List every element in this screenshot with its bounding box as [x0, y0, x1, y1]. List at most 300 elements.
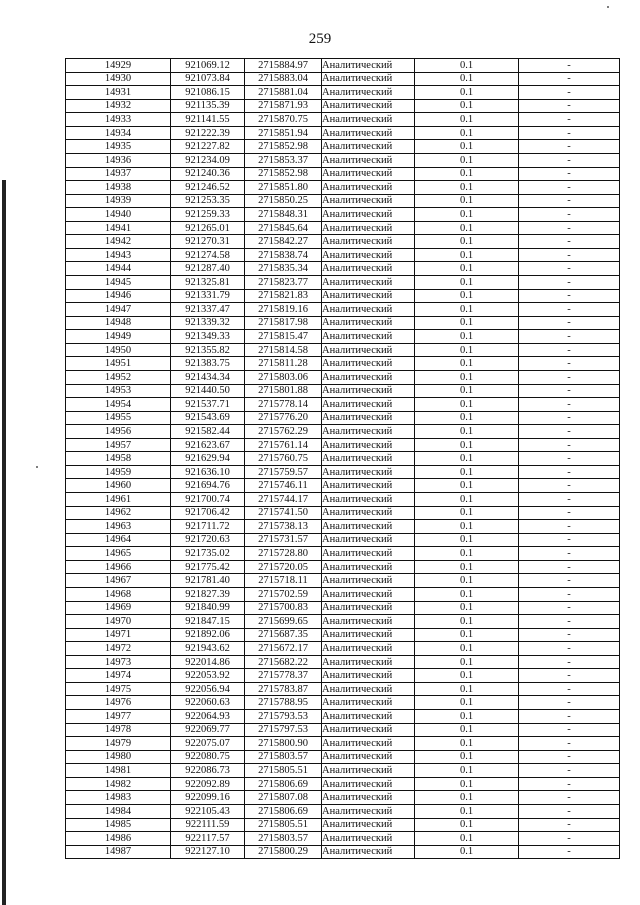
x-coordinate-cell: 921337.47 — [171, 303, 245, 317]
accuracy-cell: 0.1 — [415, 737, 519, 751]
point-number-cell: 14936 — [66, 153, 171, 167]
point-number-cell: 14962 — [66, 506, 171, 520]
x-coordinate-cell: 922086.73 — [171, 764, 245, 778]
method-cell: Аналитический — [322, 615, 415, 629]
table-row — [66, 194, 620, 208]
method-cell: Аналитический — [322, 208, 415, 222]
point-number-cell: 14980 — [66, 750, 171, 764]
method-cell: Аналитический — [322, 221, 415, 235]
y-coordinate-cell: 2715870.75 — [245, 113, 322, 127]
note-cell: - — [519, 547, 620, 561]
table-row — [66, 520, 620, 534]
point-number-cell: 14949 — [66, 330, 171, 344]
note-cell: - — [519, 574, 620, 588]
point-number-cell: 14976 — [66, 696, 171, 710]
x-coordinate-cell: 921711.72 — [171, 520, 245, 534]
note-cell: - — [519, 696, 620, 710]
accuracy-cell: 0.1 — [415, 181, 519, 195]
note-cell: - — [519, 140, 620, 154]
point-number-cell: 14973 — [66, 655, 171, 669]
note-cell: - — [519, 791, 620, 805]
point-number-cell: 14934 — [66, 126, 171, 140]
point-number-cell: 14974 — [66, 669, 171, 683]
method-cell: Аналитический — [322, 791, 415, 805]
y-coordinate-cell: 2715814.58 — [245, 343, 322, 357]
accuracy-cell: 0.1 — [415, 818, 519, 832]
table-row — [66, 370, 620, 384]
note-cell: - — [519, 628, 620, 642]
method-cell: Аналитический — [322, 669, 415, 683]
table-row — [66, 153, 620, 167]
accuracy-cell: 0.1 — [415, 750, 519, 764]
x-coordinate-cell: 921943.62 — [171, 642, 245, 656]
accuracy-cell: 0.1 — [415, 493, 519, 507]
table-row — [66, 167, 620, 181]
method-cell: Аналитический — [322, 804, 415, 818]
point-number-cell: 14984 — [66, 804, 171, 818]
note-cell: - — [519, 181, 620, 195]
point-number-cell: 14937 — [66, 167, 171, 181]
table-row — [66, 384, 620, 398]
method-cell: Аналитический — [322, 330, 415, 344]
point-number-cell: 14965 — [66, 547, 171, 561]
method-cell: Аналитический — [322, 506, 415, 520]
accuracy-cell: 0.1 — [415, 642, 519, 656]
accuracy-cell: 0.1 — [415, 276, 519, 290]
method-cell: Аналитический — [322, 438, 415, 452]
note-cell: - — [519, 479, 620, 493]
x-coordinate-cell: 921222.39 — [171, 126, 245, 140]
x-coordinate-cell: 921694.76 — [171, 479, 245, 493]
method-cell: Аналитический — [322, 289, 415, 303]
y-coordinate-cell: 2715852.98 — [245, 140, 322, 154]
point-number-cell: 14950 — [66, 343, 171, 357]
table-row — [66, 506, 620, 520]
accuracy-cell: 0.1 — [415, 723, 519, 737]
point-number-cell: 14941 — [66, 221, 171, 235]
method-cell: Аналитический — [322, 764, 415, 778]
table-row — [66, 560, 620, 574]
accuracy-cell: 0.1 — [415, 587, 519, 601]
y-coordinate-cell: 2715778.14 — [245, 398, 322, 412]
x-coordinate-cell: 921073.84 — [171, 72, 245, 86]
table-row — [66, 547, 620, 561]
y-coordinate-cell: 2715884.97 — [245, 59, 322, 73]
point-number-cell: 14977 — [66, 710, 171, 724]
y-coordinate-cell: 2715805.51 — [245, 818, 322, 832]
method-cell: Аналитический — [322, 493, 415, 507]
method-cell: Аналитический — [322, 520, 415, 534]
scan-edge-shadow — [2, 180, 6, 905]
x-coordinate-cell: 921840.99 — [171, 601, 245, 615]
x-coordinate-cell: 921270.31 — [171, 235, 245, 249]
method-cell: Аналитический — [322, 628, 415, 642]
table-row — [66, 357, 620, 371]
method-cell: Аналитический — [322, 248, 415, 262]
table-row — [66, 479, 620, 493]
point-number-cell: 14967 — [66, 574, 171, 588]
accuracy-cell: 0.1 — [415, 398, 519, 412]
method-cell: Аналитический — [322, 696, 415, 710]
x-coordinate-cell: 921582.44 — [171, 425, 245, 439]
method-cell: Аналитический — [322, 72, 415, 86]
point-number-cell: 14956 — [66, 425, 171, 439]
y-coordinate-cell: 2715806.69 — [245, 804, 322, 818]
accuracy-cell: 0.1 — [415, 601, 519, 615]
point-number-cell: 14946 — [66, 289, 171, 303]
y-coordinate-cell: 2715881.04 — [245, 86, 322, 100]
point-number-cell: 14952 — [66, 370, 171, 384]
method-cell: Аналитический — [322, 533, 415, 547]
point-number-cell: 14939 — [66, 194, 171, 208]
note-cell: - — [519, 710, 620, 724]
method-cell: Аналитический — [322, 452, 415, 466]
point-number-cell: 14943 — [66, 248, 171, 262]
accuracy-cell: 0.1 — [415, 86, 519, 100]
method-cell: Аналитический — [322, 235, 415, 249]
y-coordinate-cell: 2715718.11 — [245, 574, 322, 588]
note-cell: - — [519, 221, 620, 235]
accuracy-cell: 0.1 — [415, 777, 519, 791]
y-coordinate-cell: 2715851.94 — [245, 126, 322, 140]
accuracy-cell: 0.1 — [415, 72, 519, 86]
note-cell: - — [519, 235, 620, 249]
table-row — [66, 438, 620, 452]
point-number-cell: 14982 — [66, 777, 171, 791]
point-number-cell: 14954 — [66, 398, 171, 412]
accuracy-cell: 0.1 — [415, 520, 519, 534]
note-cell: - — [519, 520, 620, 534]
y-coordinate-cell: 2715848.31 — [245, 208, 322, 222]
accuracy-cell: 0.1 — [415, 248, 519, 262]
note-cell: - — [519, 370, 620, 384]
y-coordinate-cell: 2715821.83 — [245, 289, 322, 303]
table-row — [66, 710, 620, 724]
y-coordinate-cell: 2715815.47 — [245, 330, 322, 344]
accuracy-cell: 0.1 — [415, 262, 519, 276]
table-row — [66, 777, 620, 791]
y-coordinate-cell: 2715682.22 — [245, 655, 322, 669]
table-row — [66, 221, 620, 235]
table-row — [66, 276, 620, 290]
method-cell: Аналитический — [322, 547, 415, 561]
x-coordinate-cell: 921781.40 — [171, 574, 245, 588]
accuracy-cell: 0.1 — [415, 628, 519, 642]
note-cell: - — [519, 818, 620, 832]
x-coordinate-cell: 921827.39 — [171, 587, 245, 601]
note-cell: - — [519, 533, 620, 547]
x-coordinate-cell: 922111.59 — [171, 818, 245, 832]
y-coordinate-cell: 2715823.77 — [245, 276, 322, 290]
accuracy-cell: 0.1 — [415, 208, 519, 222]
x-coordinate-cell: 921847.15 — [171, 615, 245, 629]
method-cell: Аналитический — [322, 194, 415, 208]
table-row — [66, 750, 620, 764]
y-coordinate-cell: 2715699.65 — [245, 615, 322, 629]
y-coordinate-cell: 2715806.69 — [245, 777, 322, 791]
point-number-cell: 14961 — [66, 493, 171, 507]
note-cell: - — [519, 113, 620, 127]
accuracy-cell: 0.1 — [415, 804, 519, 818]
accuracy-cell: 0.1 — [415, 194, 519, 208]
table-row — [66, 574, 620, 588]
note-cell: - — [519, 655, 620, 669]
x-coordinate-cell: 921253.35 — [171, 194, 245, 208]
y-coordinate-cell: 2715687.35 — [245, 628, 322, 642]
y-coordinate-cell: 2715807.08 — [245, 791, 322, 805]
table-row — [66, 642, 620, 656]
note-cell: - — [519, 804, 620, 818]
x-coordinate-cell: 921543.69 — [171, 411, 245, 425]
scan-speck — [607, 6, 609, 8]
note-cell: - — [519, 167, 620, 181]
y-coordinate-cell: 2715738.13 — [245, 520, 322, 534]
point-number-cell: 14979 — [66, 737, 171, 751]
y-coordinate-cell: 2715803.57 — [245, 750, 322, 764]
y-coordinate-cell: 2715871.93 — [245, 99, 322, 113]
accuracy-cell: 0.1 — [415, 764, 519, 778]
table-row — [66, 804, 620, 818]
table-row — [66, 682, 620, 696]
method-cell: Аналитический — [322, 99, 415, 113]
y-coordinate-cell: 2715845.64 — [245, 221, 322, 235]
note-cell: - — [519, 642, 620, 656]
x-coordinate-cell: 921141.55 — [171, 113, 245, 127]
table-row — [66, 493, 620, 507]
point-number-cell: 14971 — [66, 628, 171, 642]
note-cell: - — [519, 384, 620, 398]
table-row — [66, 398, 620, 412]
method-cell: Аналитический — [322, 425, 415, 439]
point-number-cell: 14930 — [66, 72, 171, 86]
x-coordinate-cell: 922056.94 — [171, 682, 245, 696]
accuracy-cell: 0.1 — [415, 547, 519, 561]
note-cell: - — [519, 99, 620, 113]
accuracy-cell: 0.1 — [415, 425, 519, 439]
method-cell: Аналитический — [322, 370, 415, 384]
x-coordinate-cell: 921440.50 — [171, 384, 245, 398]
note-cell: - — [519, 587, 620, 601]
x-coordinate-cell: 921892.06 — [171, 628, 245, 642]
y-coordinate-cell: 2715811.28 — [245, 357, 322, 371]
note-cell: - — [519, 126, 620, 140]
note-cell: - — [519, 465, 620, 479]
note-cell: - — [519, 615, 620, 629]
table-row — [66, 248, 620, 262]
method-cell: Аналитический — [322, 167, 415, 181]
x-coordinate-cell: 921069.12 — [171, 59, 245, 73]
note-cell: - — [519, 682, 620, 696]
table-row — [66, 289, 620, 303]
point-number-cell: 14955 — [66, 411, 171, 425]
method-cell: Аналитический — [322, 126, 415, 140]
x-coordinate-cell: 921325.81 — [171, 276, 245, 290]
y-coordinate-cell: 2715783.87 — [245, 682, 322, 696]
y-coordinate-cell: 2715731.57 — [245, 533, 322, 547]
y-coordinate-cell: 2715851.80 — [245, 181, 322, 195]
table-row — [66, 723, 620, 737]
accuracy-cell: 0.1 — [415, 615, 519, 629]
x-coordinate-cell: 921700.74 — [171, 493, 245, 507]
table-row — [66, 452, 620, 466]
table-row — [66, 655, 620, 669]
accuracy-cell: 0.1 — [415, 479, 519, 493]
accuracy-cell: 0.1 — [415, 153, 519, 167]
table-row — [66, 235, 620, 249]
x-coordinate-cell: 921265.01 — [171, 221, 245, 235]
accuracy-cell: 0.1 — [415, 710, 519, 724]
point-number-cell: 14953 — [66, 384, 171, 398]
y-coordinate-cell: 2715817.98 — [245, 316, 322, 330]
method-cell: Аналитический — [322, 845, 415, 859]
x-coordinate-cell: 922064.93 — [171, 710, 245, 724]
method-cell: Аналитический — [322, 710, 415, 724]
method-cell: Аналитический — [322, 140, 415, 154]
note-cell: - — [519, 86, 620, 100]
point-number-cell: 14985 — [66, 818, 171, 832]
point-number-cell: 14931 — [66, 86, 171, 100]
method-cell: Аналитический — [322, 723, 415, 737]
note-cell: - — [519, 153, 620, 167]
accuracy-cell: 0.1 — [415, 696, 519, 710]
y-coordinate-cell: 2715800.29 — [245, 845, 322, 859]
table-row — [66, 601, 620, 615]
accuracy-cell: 0.1 — [415, 655, 519, 669]
accuracy-cell: 0.1 — [415, 99, 519, 113]
page-number: 259 — [308, 31, 332, 47]
note-cell: - — [519, 438, 620, 452]
table-row — [66, 818, 620, 832]
x-coordinate-cell: 921775.42 — [171, 560, 245, 574]
accuracy-cell: 0.1 — [415, 343, 519, 357]
y-coordinate-cell: 2715838.74 — [245, 248, 322, 262]
point-number-cell: 14957 — [66, 438, 171, 452]
note-cell: - — [519, 194, 620, 208]
x-coordinate-cell: 921720.63 — [171, 533, 245, 547]
method-cell: Аналитический — [322, 411, 415, 425]
x-coordinate-cell: 921383.75 — [171, 357, 245, 371]
accuracy-cell: 0.1 — [415, 113, 519, 127]
method-cell: Аналитический — [322, 181, 415, 195]
table-row — [66, 764, 620, 778]
note-cell: - — [519, 425, 620, 439]
accuracy-cell: 0.1 — [415, 357, 519, 371]
point-number-cell: 14929 — [66, 59, 171, 73]
point-number-cell: 14960 — [66, 479, 171, 493]
accuracy-cell: 0.1 — [415, 140, 519, 154]
y-coordinate-cell: 2715672.17 — [245, 642, 322, 656]
note-cell: - — [519, 777, 620, 791]
note-cell: - — [519, 59, 620, 73]
accuracy-cell: 0.1 — [415, 669, 519, 683]
y-coordinate-cell: 2715797.53 — [245, 723, 322, 737]
x-coordinate-cell: 921629.94 — [171, 452, 245, 466]
y-coordinate-cell: 2715741.50 — [245, 506, 322, 520]
x-coordinate-cell: 921339.32 — [171, 316, 245, 330]
method-cell: Аналитический — [322, 465, 415, 479]
method-cell: Аналитический — [322, 86, 415, 100]
method-cell: Аналитический — [322, 642, 415, 656]
table-row — [66, 832, 620, 846]
x-coordinate-cell: 921537.71 — [171, 398, 245, 412]
x-coordinate-cell: 921227.82 — [171, 140, 245, 154]
x-coordinate-cell: 922117.57 — [171, 832, 245, 846]
table-row — [66, 99, 620, 113]
note-cell: - — [519, 330, 620, 344]
point-number-cell: 14932 — [66, 99, 171, 113]
x-coordinate-cell: 922099.16 — [171, 791, 245, 805]
note-cell: - — [519, 72, 620, 86]
note-cell: - — [519, 845, 620, 859]
table-row — [66, 628, 620, 642]
accuracy-cell: 0.1 — [415, 126, 519, 140]
x-coordinate-cell: 921331.79 — [171, 289, 245, 303]
accuracy-cell: 0.1 — [415, 506, 519, 520]
accuracy-cell: 0.1 — [415, 303, 519, 317]
x-coordinate-cell: 921706.42 — [171, 506, 245, 520]
table-row — [66, 140, 620, 154]
point-number-cell: 14933 — [66, 113, 171, 127]
y-coordinate-cell: 2715850.25 — [245, 194, 322, 208]
y-coordinate-cell: 2715852.98 — [245, 167, 322, 181]
x-coordinate-cell: 921259.33 — [171, 208, 245, 222]
point-number-cell: 14959 — [66, 465, 171, 479]
note-cell: - — [519, 303, 620, 317]
table-row — [66, 303, 620, 317]
x-coordinate-cell: 922060.63 — [171, 696, 245, 710]
point-number-cell: 14958 — [66, 452, 171, 466]
accuracy-cell: 0.1 — [415, 167, 519, 181]
y-coordinate-cell: 2715788.95 — [245, 696, 322, 710]
x-coordinate-cell: 921349.33 — [171, 330, 245, 344]
point-number-cell: 14947 — [66, 303, 171, 317]
table-row — [66, 181, 620, 195]
y-coordinate-cell: 2715700.83 — [245, 601, 322, 615]
note-cell: - — [519, 737, 620, 751]
y-coordinate-cell: 2715803.57 — [245, 832, 322, 846]
table-row — [66, 696, 620, 710]
accuracy-cell: 0.1 — [415, 560, 519, 574]
accuracy-cell: 0.1 — [415, 384, 519, 398]
note-cell: - — [519, 669, 620, 683]
table-row — [66, 425, 620, 439]
x-coordinate-cell: 921355.82 — [171, 343, 245, 357]
table-row — [66, 59, 620, 73]
x-coordinate-cell: 922105.43 — [171, 804, 245, 818]
accuracy-cell: 0.1 — [415, 411, 519, 425]
method-cell: Аналитический — [322, 343, 415, 357]
accuracy-cell: 0.1 — [415, 330, 519, 344]
point-number-cell: 14968 — [66, 587, 171, 601]
note-cell: - — [519, 452, 620, 466]
table-row — [66, 330, 620, 344]
point-number-cell: 14970 — [66, 615, 171, 629]
point-number-cell: 14964 — [66, 533, 171, 547]
y-coordinate-cell: 2715883.04 — [245, 72, 322, 86]
note-cell: - — [519, 493, 620, 507]
point-number-cell: 14986 — [66, 832, 171, 846]
table-row — [66, 126, 620, 140]
y-coordinate-cell: 2715702.59 — [245, 587, 322, 601]
accuracy-cell: 0.1 — [415, 791, 519, 805]
method-cell: Аналитический — [322, 113, 415, 127]
method-cell: Аналитический — [322, 59, 415, 73]
coordinates-table-body — [66, 59, 620, 859]
method-cell: Аналитический — [322, 832, 415, 846]
x-coordinate-cell: 922069.77 — [171, 723, 245, 737]
note-cell: - — [519, 506, 620, 520]
table-row — [66, 262, 620, 276]
